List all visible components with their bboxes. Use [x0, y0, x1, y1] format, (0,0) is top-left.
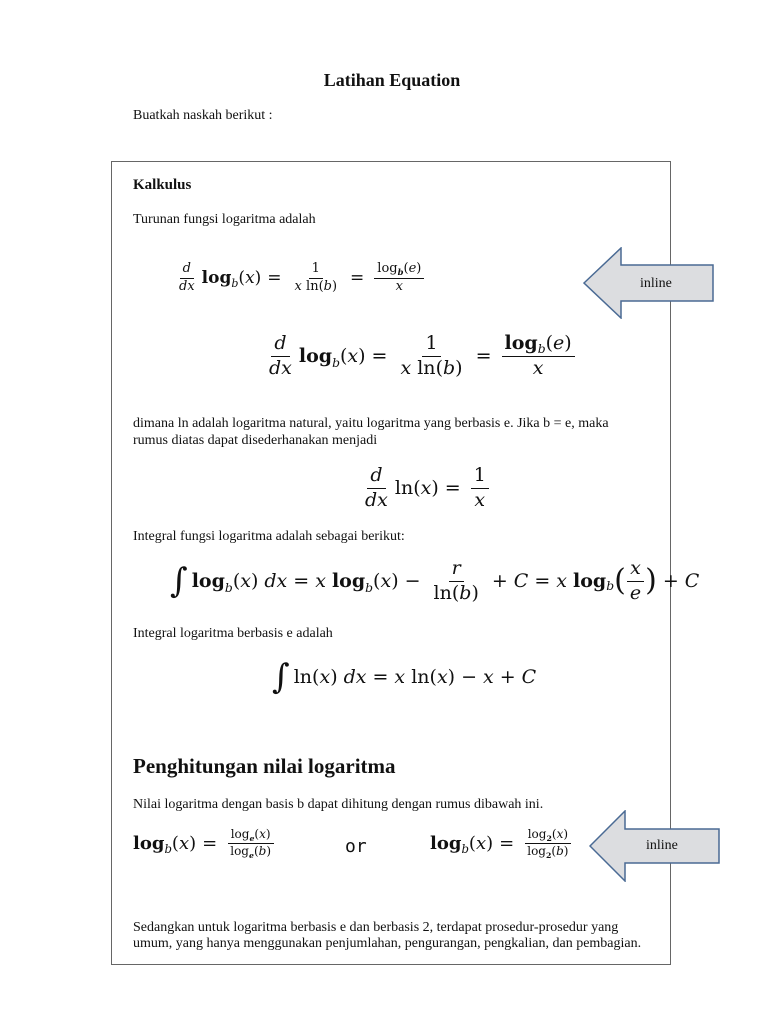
section-heading-kalkulus: Kalkulus [133, 177, 192, 193]
fraction: $\frac{x}{e}$ [627, 558, 644, 605]
equation-change-base-e: $\log_b(x)$ = $\frac{\log_e(x)}{\log_e(b)}$ [133, 828, 278, 859]
callout-label-1: inline [640, 276, 672, 291]
log-fn: log [201, 268, 232, 289]
denominator: x ln(b) [294, 278, 338, 294]
paragraph-ln-line1: dimana ln adalah logaritma natural, yaitu logaritma yang berbasis e. Jika b = e, maka [133, 416, 609, 431]
paragraph-integral: Integral fungsi logaritma adalah sebagai berikut: [133, 529, 405, 544]
callout-label-2: inline [646, 838, 678, 853]
log-term: $\log_b(x)$ [298, 345, 366, 370]
fraction: $\frac{1}{x}$ [471, 465, 489, 512]
fraction [176, 262, 198, 295]
log-term: $\log_b(x)$ [201, 268, 262, 291]
fraction [374, 262, 424, 295]
fraction: $\frac{d}{dx}$ [365, 464, 388, 511]
equation-integral-log: ∫ $\log_b(x)$ dx = x $\log_b(x)$ − $\frac{r}{\ln(b)}$ + C = x log b ( $\frac{x}{e}$ ) + C [170, 557, 700, 604]
or-text: or [345, 836, 367, 857]
intro-text: Buatkah naskah berikut : [133, 108, 273, 123]
denominator: dx [179, 278, 195, 294]
paragraph-ln-line2: rumus diatas dapat disederhanakan menjadi [133, 433, 378, 448]
denominator: x [395, 278, 403, 294]
equation-change-base-2: $\log_b(x)$ = $\frac{\log_2(x)}{\log_2(b)}$ [430, 828, 575, 859]
fraction [292, 262, 341, 295]
equation-ln-derivative: $\frac{d}{dx}$ ln(x) = $\frac{1}{x}$ [358, 465, 493, 512]
numerator: 1 [309, 262, 323, 279]
paragraph-nilai: Nilai logaritma dengan basis b dapat dihitung dengan rumus dibawah ini. [133, 797, 544, 812]
paragraph-prosedur-line2: umum, yang hanya menggunakan penjumlahan, pengurangan, pengkalian, dan pembagian. [133, 936, 642, 951]
base: b [231, 277, 239, 291]
fraction: $\frac{r}{\ln(b)}$ [433, 557, 479, 604]
fraction: $\frac{\log_e(x)}{\log_e(b)}$ [227, 828, 274, 859]
section-heading-penghitungan: Penghitungan nilai logaritma [133, 754, 396, 778]
fraction: $\frac{\log_b(e)}{x}$ [502, 333, 575, 380]
equation-integral-ln: ∫ ln(x) dx = x ln ( x ) − x + C [272, 657, 537, 697]
paragraph-turunan: Turunan fungsi logaritma adalah [133, 212, 316, 227]
numerator: d [180, 262, 194, 279]
fraction: $\frac{d}{dx}$ [269, 332, 292, 379]
var: x [245, 268, 255, 289]
paragraph-prosedur-line1: Sedangkan untuk logaritma berbasis e dan berbasis 2, terdapat prosedur-prosedur yang [133, 920, 619, 935]
equation-derivative-display: $\frac{d}{dx}$ $\log_b(x)$ = $\frac{1}{\text{x ln(b)}}$ = $\frac{\log_b(e)}{x}$ [262, 333, 579, 380]
paragraph-integral-e: Integral logaritma berbasis e adalah [133, 626, 333, 641]
page-title: Latihan Equation [323, 70, 461, 90]
numerator: $\log_b(e)$ [374, 262, 424, 279]
fraction: $\frac{1}{\text{x ln(b)}}$ [400, 332, 463, 379]
equation-derivative-inline: $\frac{d}{dx}$ $\log_b(x)$ = $\frac{1}{\text{x ln(b)}}$ = $\frac{\log_b(e)}{x}$ [172, 262, 428, 295]
fraction: $\frac{\log_2(x)}{\log_2(b)}$ [524, 828, 571, 859]
